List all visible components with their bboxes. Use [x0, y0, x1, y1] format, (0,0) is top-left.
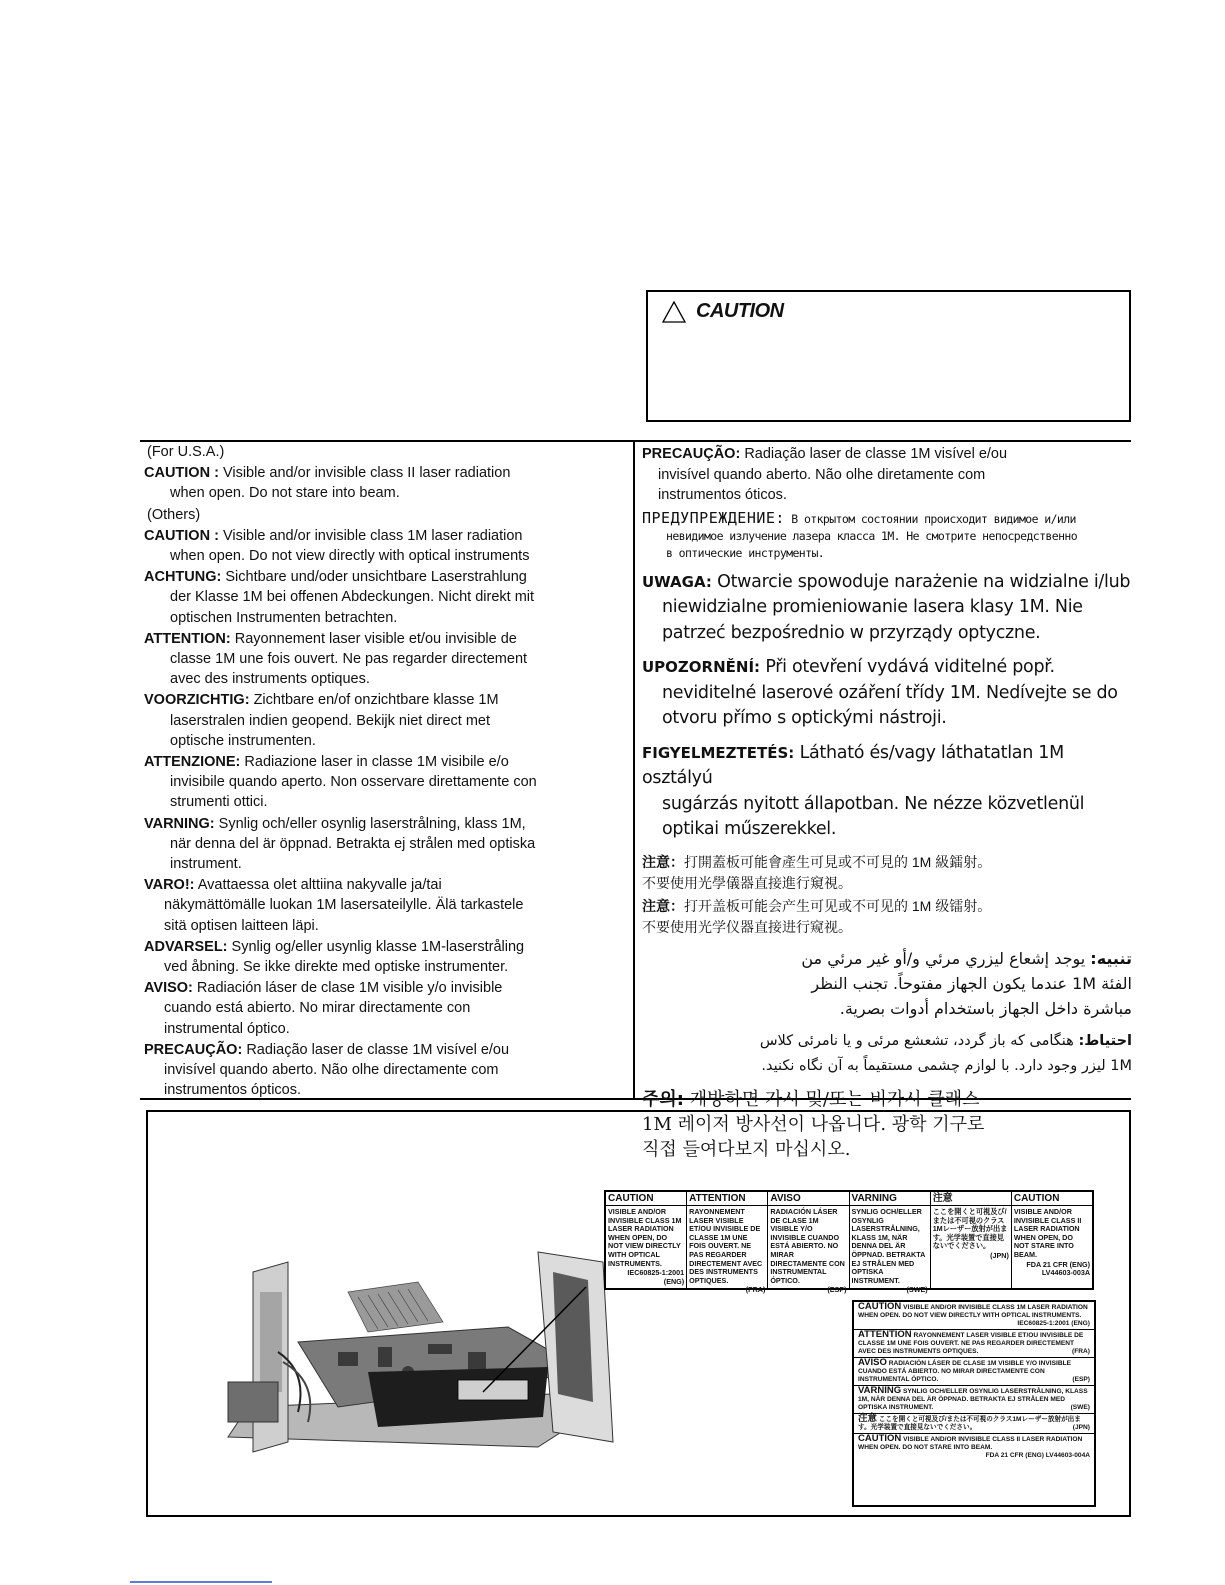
- footer-rule: [130, 1581, 272, 1583]
- label-row: [854, 1386, 1094, 1414]
- warning-line: instrumentos ópticos.: [164, 1082, 302, 1099]
- label-foot: (ESP): [1072, 1376, 1090, 1383]
- warning-line: Visible and/or invisible class II laser radiation: [222, 465, 511, 482]
- label-body: SYNLIG OCH/ELLER OSYNLIG LASERSTRÅLNING, KLASS 1M, NÄR DENNA DEL ÄR ÖPPNAD. BETRAKTA EJ STRÅLEN MED OPTISKA INSTRUMENT.: [858, 1388, 1088, 1411]
- warning-line: Při otevření vydává viditelné popř.: [765, 657, 1055, 677]
- label-body: RAYONNEMENT LASER VISIBLE ET/OU INVISIBLE DE CLASSE 1M UNE FOIS OUVERT. NE PAS REGARDER DIRECTEMENT AVEC DES INSTRUMENTS OPTIQUES.: [689, 1207, 763, 1285]
- label-head: ATTENTION: [858, 1329, 912, 1340]
- warning-line: (Others): [147, 506, 201, 523]
- warning-label: UWAGA:: [642, 572, 712, 591]
- warning-line: when open. Do not view directly with optical instruments: [170, 548, 530, 565]
- label-row: [854, 1330, 1094, 1358]
- label-head: CAUTION: [858, 1433, 902, 1444]
- warning-line: В открытом состоянии происходит видимое и/или: [791, 511, 1076, 526]
- label-foot: (JPN): [1072, 1424, 1090, 1431]
- warning-line: invisível quando aberto. Não olhe diretamente com: [658, 466, 986, 483]
- warning-line: optischen Instrumenten betrachten.: [170, 609, 398, 626]
- warning-line: مباشرة داخل الجهاز باستخدام أدوات بصرية.: [839, 998, 1132, 1018]
- warning-label: AVISO:: [144, 980, 193, 997]
- warning-line: instrument.: [170, 856, 242, 873]
- warning-triangle-icon: [662, 301, 686, 323]
- label-row: [854, 1302, 1094, 1330]
- warning-ru: [642, 510, 1132, 562]
- label-body: VISIBLE AND/OR INVISIBLE CLASS II LASER RADIATION WHEN OPEN. DO NOT STARE INTO BEAM.: [858, 1436, 1083, 1451]
- label-head: 注意: [858, 1413, 878, 1424]
- warning-line: otvoru přímo s optickými nástroji.: [662, 708, 947, 728]
- label-head: VARNING: [858, 1385, 902, 1396]
- warning-entry: [144, 526, 630, 566]
- warning-entry: [144, 937, 630, 977]
- label-cell: [850, 1192, 931, 1295]
- warning-line: avec des instruments optiques.: [170, 671, 370, 688]
- warning-line: invisibile quando aperto. Non osservare direttamente con: [170, 774, 537, 791]
- warning-label: PRECAUÇÃO:: [642, 446, 741, 462]
- caution-box: [646, 290, 1131, 422]
- label-row: [854, 1358, 1094, 1386]
- warning-line: Radiação laser de classe 1M visível e/ou: [246, 1041, 510, 1058]
- warning-label: ПРЕДУПРЕЖДЕНИЕ:: [642, 508, 785, 527]
- label-cell: [606, 1192, 687, 1288]
- warning-line: Látható és/vagy láthatatlan 1M osztályú: [642, 742, 1064, 788]
- right-warning-column: [642, 444, 1132, 1162]
- warning-entry: [144, 629, 630, 690]
- label-foot: (SWE): [906, 1285, 928, 1295]
- warning-line: when open. Do not stare into beam.: [170, 485, 400, 502]
- warning-line: Otwarcie spowoduje narażenie na widzialne i/lub: [717, 571, 1131, 592]
- warning-line: strumenti ottici.: [170, 794, 268, 811]
- warning-label: ATTENZIONE:: [144, 754, 241, 771]
- label-head: VARNING: [850, 1193, 930, 1206]
- region-note: [144, 505, 630, 525]
- warning-entry: [144, 1040, 630, 1101]
- warning-pl: [642, 570, 1132, 647]
- laser-label-wide: [604, 1190, 1094, 1295]
- warning-line: niewidzialne promieniowanie lasera klasy 1M. Nie: [662, 597, 1083, 617]
- label-cell: [768, 1192, 849, 1295]
- warning-entry: [144, 814, 630, 875]
- label-cell: [931, 1192, 1012, 1288]
- warning-zh-cn: [642, 896, 1132, 938]
- warning-line: Visible and/or invisible class 1M laser radiation: [222, 527, 523, 544]
- warning-line: optische instrumenten.: [170, 732, 316, 749]
- warning-line: невидимое излучение лазера класса 1M. Не смотрите непосредственно: [666, 528, 1078, 543]
- warning-line: sitä optisen laitteen läpi.: [164, 917, 319, 934]
- warning-line: optikai műszerekkel.: [662, 819, 837, 839]
- warning-entry: [144, 567, 630, 628]
- warning-line: der Klasse 1M bei offenen Abdeckungen. Nicht direkt mit: [170, 589, 535, 606]
- warning-line: invisível quando aberto. Não olhe directamente com: [164, 1062, 499, 1079]
- label-row: [854, 1434, 1094, 1461]
- warning-line: (For U.S.A.): [147, 444, 225, 460]
- laser-label-stacked: [852, 1300, 1096, 1507]
- warning-line: يوجد إشعاع ليزري مرئي و/أو غير مرئي من: [801, 948, 1086, 968]
- label-foot: (ESP): [827, 1285, 847, 1295]
- warning-hu: [642, 741, 1132, 843]
- warning-line: 打开盖板可能会产生可见或不可见的 1M 级镭射。: [684, 897, 992, 914]
- warning-line: Zichtbare en/of onzichtbare klasse 1M: [253, 692, 499, 709]
- label-cell: [1012, 1192, 1092, 1288]
- warning-label: ATTENTION:: [144, 630, 231, 647]
- warning-label: VOORZICHTIG:: [144, 692, 250, 709]
- warning-label: ADVARSEL:: [144, 938, 228, 955]
- label-body: VISIBLE AND/OR INVISIBLE CLASS II LASER RADIATION WHEN OPEN, DO NOT STARE INTO BEAM.: [1013, 1207, 1082, 1259]
- warning-line: 직접 들여다보지 마십시오.: [642, 1138, 851, 1160]
- label-foot: (FRA): [745, 1285, 766, 1295]
- label-head: CAUTION: [1012, 1193, 1092, 1206]
- warning-line: classe 1M une fois ouvert. Ne pas regarder directement: [170, 651, 528, 668]
- warning-label: تنبيه:: [1090, 948, 1132, 968]
- warning-line: cuando está abierto. No mirar directamente con: [164, 1000, 471, 1017]
- label-body: RAYONNEMENT LASER VISIBLE ET/OU INVISIBLE DE CLASSE 1M UNE FOIS OUVERT. NE PAS REGARDER DIRECTEMENT AVEC DES INSTRUMENTS OPTIQUES.: [858, 1332, 1084, 1355]
- warning-line: Synlig och/eller osynlig laserstrålning, klass 1M,: [218, 815, 526, 832]
- warning-label: CAUTION :: [144, 465, 219, 482]
- caution-heading: CAUTION: [696, 300, 784, 322]
- label-body: SYNLIG OCH/ELLER OSYNLIG LASERSTRÅLNING, KLASS 1M, NÄR DENNA DEL ÄR ÖPPNAD. BETRAKTA EJ STRÅLEN MED OPTISKA INSTRUMENT.: [851, 1207, 925, 1285]
- warning-label: 注意：: [642, 897, 684, 914]
- label-body: VISIBLE AND/OR INVISIBLE CLASS 1M LASER RADIATION WHEN OPEN, DO NOT VIEW DIRECTLY WITH OPTICAL INSTRUMENTS.: [608, 1207, 682, 1268]
- warning-entry: [144, 463, 630, 503]
- warning-label: UPOZORNĚNÍ:: [642, 658, 761, 676]
- warning-entry: [144, 690, 630, 751]
- label-body: VISIBLE AND/OR INVISIBLE CLASS 1M LASER RADIATION WHEN OPEN. DO NOT VIEW DIRECTLY WITH OPTICAL INSTRUMENTS.: [858, 1304, 1088, 1319]
- warning-line: الفئة 1M عندما يكون الجهاز مفتوحاً. تجنب النظر: [811, 973, 1132, 993]
- warning-line: 개방하면 가시 및/또는 비가시 클래스: [689, 1088, 980, 1110]
- label-cell: [687, 1192, 768, 1295]
- left-warning-column: [144, 442, 630, 1102]
- warning-ar: [642, 946, 1132, 1021]
- warning-label: PRECAUÇÃO:: [144, 1041, 243, 1058]
- warning-label: ACHTUNG:: [144, 569, 222, 586]
- warning-line: sugárzás nyitott állapotban. Ne nézze közvetlenül: [662, 793, 1085, 814]
- warning-line: näkymättömälle luokan 1M lasersateilylle. Älä tarkastele: [164, 897, 524, 914]
- label-foot: IEC60825-1:2001 (ENG): [1017, 1320, 1090, 1327]
- column-divider: [633, 440, 635, 1100]
- warning-line: 1M لیزر وجود دارد. با لوازم چشمی مستقیماً به آن نگاه نکنید.: [761, 1057, 1132, 1074]
- label-body: ここを開くと可視及び/または不可視のクラス1Mレーザー放射が出ます。光学装置で直接見ないでください。: [858, 1416, 1081, 1431]
- warning-cz: [642, 655, 1132, 732]
- label-foot: (FRA): [1072, 1348, 1090, 1355]
- label-head: 注意: [931, 1193, 1011, 1206]
- warning-line: в оптические инструменты.: [666, 545, 825, 560]
- region-note: [144, 442, 630, 462]
- label-head: AVISO: [858, 1357, 887, 1368]
- warning-pt: [642, 444, 1132, 506]
- warning-label: CAUTION :: [144, 527, 219, 544]
- warning-fa: [642, 1029, 1132, 1079]
- label-head: AVISO: [768, 1193, 848, 1206]
- warning-line: Sichtbare und/oder unsichtbare Laserstrahlung: [225, 569, 527, 586]
- warning-line: neviditelné laserové ozáření třídy 1M. Nedívejte se do: [662, 682, 1118, 703]
- warning-line: Radiação laser de classe 1M visível e/ou: [744, 446, 1008, 462]
- warning-line: Rayonnement laser visible et/ou invisible de: [234, 630, 517, 647]
- label-head: ATTENTION: [687, 1193, 767, 1206]
- warning-label: VARNING:: [144, 815, 215, 832]
- warning-line: Radiación láser de clase 1M visible y/o invisible: [196, 980, 503, 997]
- label-head: CAUTION: [606, 1193, 686, 1206]
- warning-entry: [144, 875, 630, 936]
- label-foot: FDA 21 CFR (ENG) LV44603-003A: [1026, 1259, 1091, 1278]
- label-foot: (SWE): [1070, 1404, 1090, 1411]
- warning-label: 注意：: [642, 853, 684, 870]
- warning-line: ved åbning. Se ikke direkte med optiske instrumenter.: [164, 959, 509, 976]
- label-body: RADIACIÓN LÁSER DE CLASE 1M VISIBLE Y/O INVISIBLE CUANDO ESTÁ ABIERTO. NO MIRAR DIRECTAMENTE CON INSTRUMENTAL ÓPTICO.: [858, 1360, 1072, 1383]
- warning-line: 不要使用光學儀器直接進行窺視。: [642, 874, 852, 891]
- warning-line: 打開蓋板可能會產生可見或不可見的 1M 級鐳射。: [684, 853, 992, 870]
- warning-line: när denna del är öppnad. Betrakta ej strålen med optiska: [170, 835, 536, 852]
- warning-line: patrzeć bezpośrednio w przyrządy optyczne.: [662, 622, 1041, 643]
- label-foot: (JPN): [990, 1250, 1009, 1260]
- warning-line: instrumentos óticos.: [658, 487, 787, 503]
- label-row: [854, 1414, 1094, 1434]
- warning-label: احتياط:: [1078, 1032, 1132, 1049]
- warning-line: Synlig og/eller usynlig klasse 1M-laserstråling: [231, 938, 525, 955]
- warning-line: هنگامی که باز گردد، تشعشع مرئی و یا نامرئی کلاس: [759, 1032, 1074, 1049]
- label-foot: IEC60825-1:2001 (ENG): [627, 1268, 685, 1286]
- label-body: RADIACIÓN LÁSER DE CLASE 1M VISIBLE Y/O INVISIBLE CUANDO ESTÁ ABIERTO. NO MIRAR DIRECTAMENTE CON INSTRUMENTAL ÓPTICO.: [770, 1207, 845, 1285]
- warning-line: 不要使用光学仪器直接进行窥视。: [642, 918, 852, 935]
- warning-line: 1M 레이저 방사선이 나옵니다. 광학 기구로: [642, 1113, 985, 1135]
- warning-entry: [144, 978, 630, 1039]
- warning-entry: [144, 752, 630, 813]
- label-body: ここを開くと可視及び/または不可視のクラス1Mレーザー放射が出ます。光学装置で直接見ないでください。: [932, 1207, 1008, 1251]
- warning-label: FIGYELMEZTETÉS:: [642, 743, 795, 762]
- warning-zh-tw: [642, 852, 1132, 894]
- warning-line: Avattaessa olet alttiina nakyvalle ja/tai: [197, 877, 442, 894]
- warning-line: instrumental óptico.: [164, 1020, 290, 1037]
- warning-line: Radiazione laser in classe 1M visibile e/o: [244, 754, 509, 771]
- caution-title: [662, 300, 784, 323]
- label-foot: FDA 21 CFR (ENG) LV44603-004A: [985, 1452, 1090, 1459]
- warning-label: VARO!:: [144, 877, 195, 894]
- warning-line: laserstralen indien geopend. Bekijk niet direct met: [170, 712, 490, 729]
- label-head: CAUTION: [858, 1301, 902, 1312]
- warning-label: 주의:: [642, 1088, 684, 1110]
